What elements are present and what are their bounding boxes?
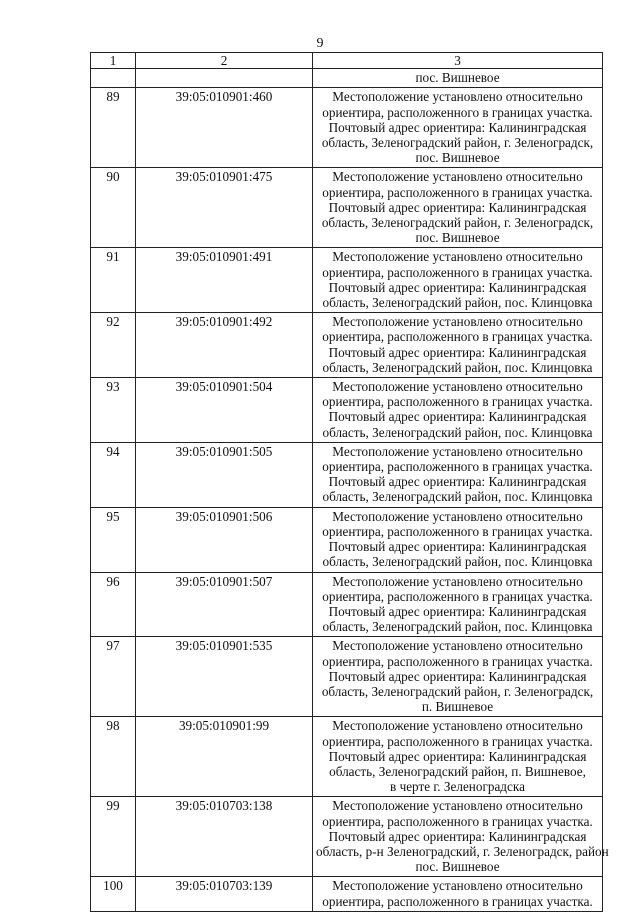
table-row (91, 69, 603, 88)
row-number: 93 (91, 378, 136, 443)
location-description (313, 313, 603, 378)
description-line: Почтовый адрес ориентира: Калининградская (328, 199, 587, 215)
location-description (313, 797, 609, 877)
description-line: Почтовый адрес ориентира: Калининградская (328, 668, 587, 684)
cadastral-number: 39:05:010901:491 (136, 248, 313, 313)
row-number: 90 (91, 168, 136, 248)
description-line: Местоположение установлено относительно (332, 89, 583, 105)
description-line: ориентира, расположенного в границах участка. (322, 813, 593, 829)
description-line: Местоположение установлено относительно (332, 798, 583, 814)
description-line: Почтовый адрес ориентира: Калининградская (328, 344, 587, 360)
description-line: пос. Вишневое (415, 70, 500, 86)
cadastral-number: 39:05:010901:492 (136, 313, 313, 378)
cadastral-number: 39:05:010901:507 (136, 572, 313, 637)
description-line: область, Зеленоградский район, пос. Клинцовка (322, 359, 593, 375)
location-description (313, 717, 603, 797)
description-line: область, Зеленоградский район, п. Вишневое, (329, 763, 586, 779)
location-description (313, 877, 603, 911)
description-line: Местоположение установлено относительно (332, 169, 583, 185)
description-line: п. Вишневое (421, 699, 494, 715)
description-line: Почтовый адрес ориентира: Калининградская (328, 119, 587, 135)
row-number (91, 69, 136, 88)
location-description (313, 88, 603, 168)
description-line: ориентира, расположенного в границах участка. (322, 733, 593, 749)
table-row (91, 717, 603, 797)
description-line: пос. Вишневое (415, 230, 500, 246)
location-description (313, 248, 603, 313)
description-line: Местоположение установлено относительно (332, 878, 583, 894)
description-line: Почтовый адрес ориентира: Калининградская (328, 748, 587, 764)
row-number: 89 (91, 88, 136, 168)
table-row (91, 877, 603, 911)
row-number: 91 (91, 248, 136, 313)
description-line: Почтовый адрес ориентира: Калининградская (328, 279, 587, 295)
row-number: 96 (91, 572, 136, 637)
description-line: Местоположение установлено относительно (332, 379, 583, 395)
description-line: область, Зеленоградский район, пос. Клинцовка (322, 424, 593, 440)
description-line: пос. Вишневое (415, 859, 500, 875)
description-line: Местоположение установлено относительно (332, 508, 583, 524)
cadastral-number: 39:05:010901:460 (136, 88, 313, 168)
table-row (91, 88, 603, 168)
description-line: в черте г. Зеленоградска (390, 779, 525, 795)
description-line: область, Зеленоградский район, г. Зеленоградск, (321, 135, 594, 151)
description-line: ориентира, расположенного в границах участка. (322, 459, 593, 475)
description-line: Местоположение установлено относительно (332, 443, 583, 459)
description-line: Местоположение установлено относительно (332, 638, 583, 654)
description-line: Почтовый адрес ориентира: Калининградская (328, 474, 587, 490)
description-line: Местоположение установлено относительно (332, 718, 583, 734)
row-number: 92 (91, 313, 136, 378)
row-number: 95 (91, 507, 136, 572)
cadastral-number: 39:05:010901:475 (136, 168, 313, 248)
description-line: область, Зеленоградский район, г. Зеленоградск, (321, 683, 594, 699)
location-description (313, 572, 603, 637)
column-header-location: 3 (313, 53, 603, 69)
cadastral-number: 39:05:010901:99 (136, 717, 313, 797)
description-line: ориентира, расположенного в границах участка. (322, 588, 593, 604)
description-line: Почтовый адрес ориентира: Калининградская (328, 409, 587, 425)
description-line: ориентира, расположенного в границах участка. (322, 104, 593, 120)
description-line: Почтовый адрес ориентира: Калининградская (328, 603, 587, 619)
row-number: 99 (91, 797, 136, 877)
table-row (91, 507, 603, 572)
location-description (313, 378, 603, 443)
cadastral-number: 39:05:010703:138 (136, 797, 313, 877)
table-row (91, 248, 603, 313)
row-number: 97 (91, 637, 136, 717)
description-line: ориентира, расположенного в границах участка. (322, 893, 593, 909)
table-row (91, 378, 603, 443)
cadastral-number: 39:05:010901:506 (136, 507, 313, 572)
location-description (313, 442, 603, 507)
cadastral-number: 39:05:010901:505 (136, 442, 313, 507)
column-header-number: 1 (91, 53, 136, 69)
table-row (91, 442, 603, 507)
description-line: ориентира, расположенного в границах участка. (322, 184, 593, 200)
description-line: пос. Вишневое (415, 150, 500, 166)
location-description (313, 168, 603, 248)
row-number: 100 (91, 877, 136, 911)
land-plot-table (90, 52, 609, 912)
table-body (91, 69, 609, 912)
page-number: 9 (316, 36, 324, 51)
cadastral-number (136, 69, 313, 88)
description-line: область, Зеленоградский район, пос. Клинцовка (322, 554, 593, 570)
table-row (91, 637, 603, 717)
description-line: ориентира, расположенного в границах участка. (322, 653, 593, 669)
table-header-row (91, 53, 603, 69)
cadastral-number: 39:05:010901:504 (136, 378, 313, 443)
location-description (313, 507, 603, 572)
table-row (91, 168, 603, 248)
description-line: ориентира, расположенного в границах участка. (322, 394, 593, 410)
description-line: Местоположение установлено относительно (332, 249, 583, 265)
table-row (91, 572, 603, 637)
description-line: ориентира, расположенного в границах участка. (322, 329, 593, 345)
description-line: Местоположение установлено относительно (332, 314, 583, 330)
description-line: область, р-н Зеленоградский, г. Зеленоградск, район (316, 843, 609, 859)
description-line: область, Зеленоградский район, пос. Клинцовка (322, 295, 593, 311)
table-row (91, 313, 603, 378)
cadastral-number: 39:05:010703:139 (136, 877, 313, 911)
cadastral-number: 39:05:010901:535 (136, 637, 313, 717)
description-line: Почтовый адрес ориентира: Калининградская (328, 539, 587, 555)
row-number: 94 (91, 442, 136, 507)
description-line: Почтовый адрес ориентира: Калининградская (328, 828, 587, 844)
location-description (313, 69, 603, 88)
description-line: Местоположение установлено относительно (332, 573, 583, 589)
table-row (91, 797, 603, 877)
description-line: ориентира, расположенного в границах участка. (322, 264, 593, 280)
description-line: область, Зеленоградский район, пос. Клинцовка (322, 619, 593, 635)
description-line: область, Зеленоградский район, г. Зеленоградск, (321, 215, 594, 231)
row-number: 98 (91, 717, 136, 797)
location-description (313, 637, 603, 717)
column-header-cadastral: 2 (136, 53, 313, 69)
description-line: ориентира, расположенного в границах участка. (322, 523, 593, 539)
description-line: область, Зеленоградский район, пос. Клинцовка (322, 489, 593, 505)
